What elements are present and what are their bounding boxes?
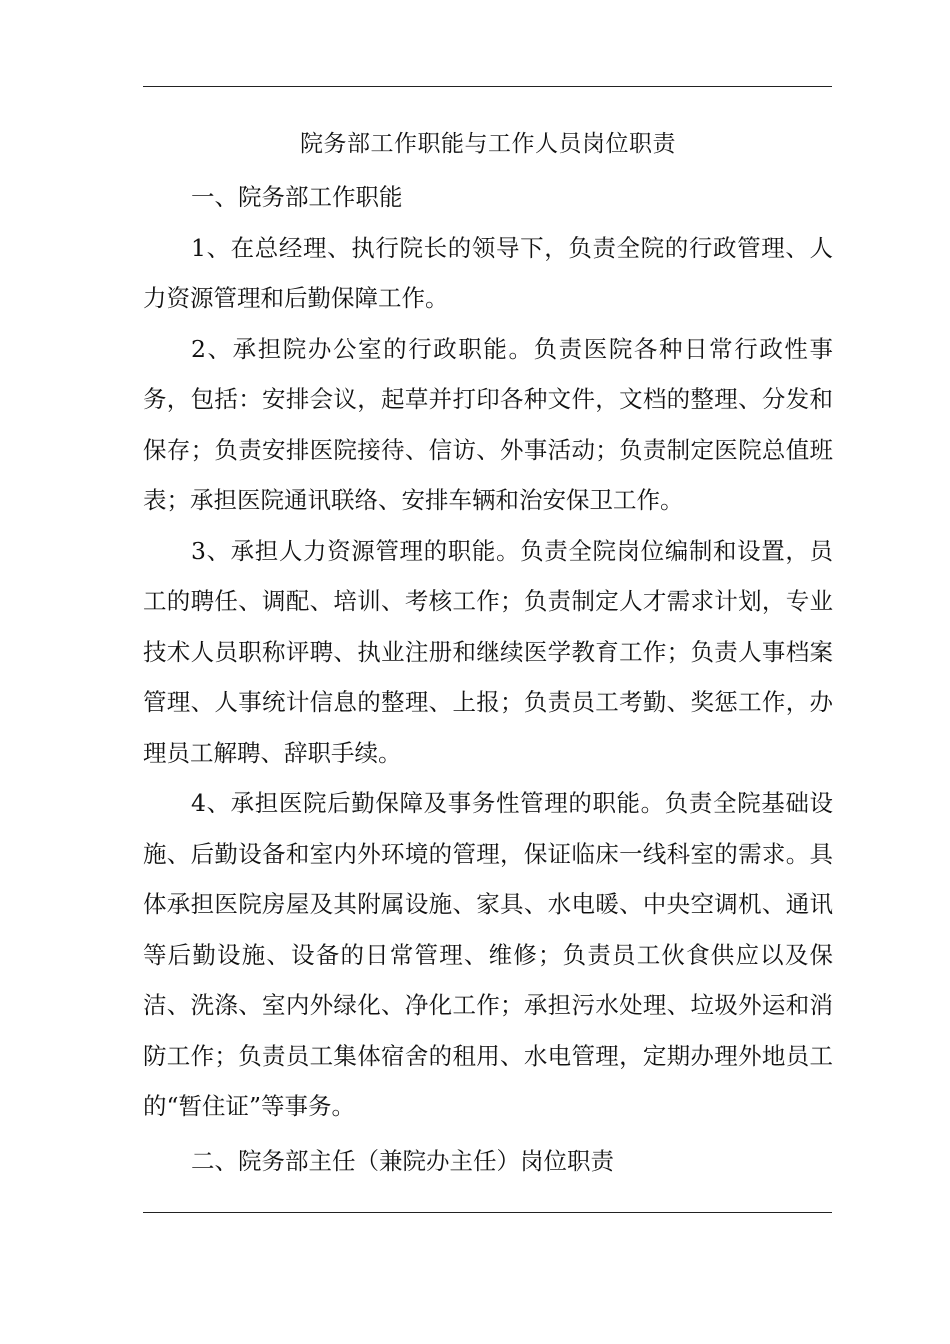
document-title: 院务部工作职能与工作人员岗位职责 <box>300 131 676 157</box>
header-rule <box>143 86 832 87</box>
section-heading-2: 二、院务部主任（兼院办主任）岗位职责 <box>191 1146 614 1175</box>
paragraph-1: 1、在总经理、执行院长的领导下，负责全院的行政管理、人力资源管理和后勤保障工作。 <box>143 233 833 312</box>
document-body <box>143 120 833 1186</box>
section-heading-1: 一、院务部工作职能 <box>191 183 403 211</box>
paragraph-2: 2、承担院办公室的行政职能。负责医院各种日常行政性事务，包括：安排会议，起草并打印各种文件，文档的整理、分发和保存；负责安排医院接待、信访、外事活动；负责制定医院总值班表；承担医院通讯联络、安排车辆和治安保卫工作。 <box>143 334 833 514</box>
paragraph-3: 3、承担人力资源管理的职能。负责全院岗位编制和设置，员工的聘任、调配、培训、考核工作；负责制定人才需求计划，专业技术人员职称评聘、执业注册和继续医学教育工作；负责人事档案管理、人事统计信息的整理、上报；负责员工考勤、奖惩工作，办理员工解聘、辞职手续。 <box>143 536 833 767</box>
footer-rule <box>143 1212 832 1213</box>
paragraph-4: 4、承担医院后勤保障及事务性管理的职能。负责全院基础设施、后勤设备和室内外环境的管理，保证临床一线科室的需求。具体承担医院房屋及其附属设施、家具、水电暖、中央空调机、通讯等后勤设施、设备的日常管理、维修；负责员工伙食供应以及保洁、洗涤、室内外绿化、净化工作；承担污水处理、垃圾外运和消防工作；负责员工集体宿舍的租用、水电管理，定期办理外地员工的“暂住证”等事务。 <box>143 789 833 1120</box>
